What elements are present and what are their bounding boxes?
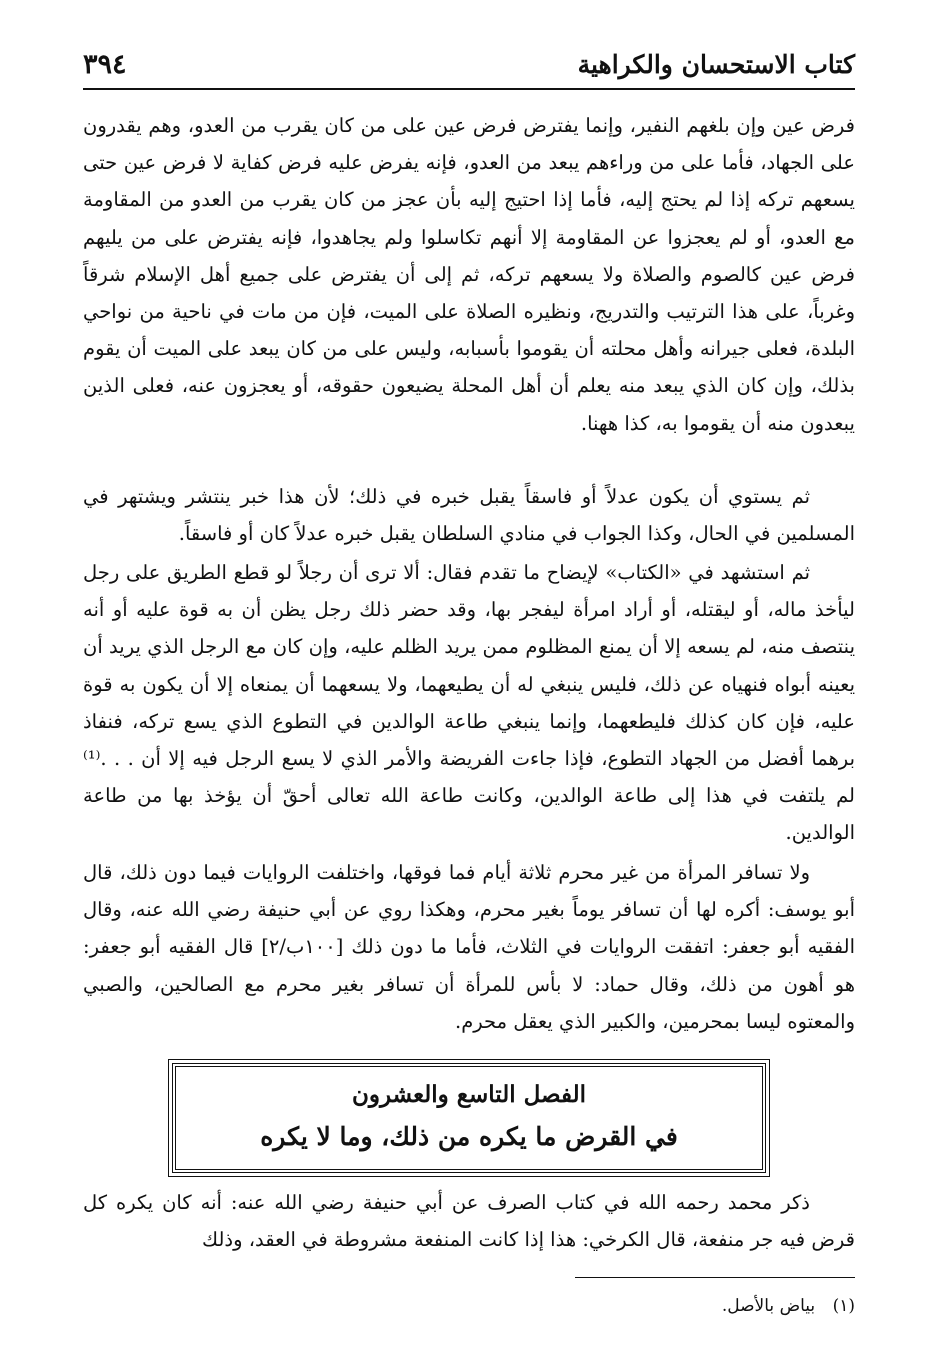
paragraph-3: ثم استشهد في «الكتاب» لإيضاح ما تقدم فقال: ألا ترى أن رجلاً لو قطع الطريق على رجل ليأخذ ماله، أو ليقتله، أو أراد امرأة ليفجر بها، وقد حضر ذلك رجل يظن أن به قوة عليه أو أنه ينتصف منه، لم يسعه إلا أن يمنع المظلوم ممن يريد الظلم عليه، وإن كان مع الرجل الذي يريد أن يعينه أبواه فنهياه عن ذلك، فليس ينبغي له أن يطيعهما، ولا يسعهما أن يمنعاه إلا أن يكون به قوة عليه، فإن كان كذلك فليطعهما، وإنما ينبغي طاعة الوالدين في التطوع الذي يسع تركه، فنفاذ برهما أفضل من الجهاد التطوع، فإذا جاءت الفريضة والأمر الذي لا يسع الرجل فيه إلا أن . . .⁽¹⁾ لم يلتفت في هذا إلى طاعة الوالدين، وكانت طاعة الله تعالى أحقّ أن يؤخذ بها من طاعة الوالدين. (83, 561, 855, 845)
paragraph-2: ثم يستوي أن يكون عدلاً أو فاسقاً يقبل خبره في ذلك؛ لأن هذا خبر ينتشر ويشتهر في المسلمين في الحال، وكذا الجواب في منادي السلطان يقبل خبره عدلاً كان أو فاسقاً. (83, 485, 855, 546)
paragraph-5: ذكر محمد رحمه الله في كتاب الصرف عن أبي حنيفة رضي الله عنه: أنه كان يكره كل قرض فيه جر منفعة، قال الكرخي: هذا إذا كانت المنفعة مشروطة في العقد، وذلك (83, 1191, 855, 1252)
page-header (83, 40, 855, 90)
book-title: كتاب الاستحسان والكراهية (577, 49, 855, 79)
paragraph-1: فرض عين وإن بلغهم النفير، وإنما يفترض فرض عين على من كان يقرب من العدو، وهم يقدرون على الجهاد، فأما على من وراءهم يبعد من العدو، فإنه يفرض عليه فرض كفاية لا فرض عين حتى يسعهم تركه إذا لم يحتج إليه، فأما إذا احتيج إليه بأن عجز من كان يقرب من العدو من المقاومة مع العدو، أو لم يعجزوا عن المقاومة إلا أنهم تكاسلوا ولم يجاهدوا، فإنه يفترض على من يليهم فرض عين كالصوم والصلاة ولا يسعهم تركه، ثم إلى أن يفترض على جميع أهل الإسلام شرقاً وغرباً، على هذا الترتيب والتدريج، ونظيره الصلاة على الميت، فإن من مات في ناحية من نواحي البلدة، فعلى جيرانه وأهل محلته أن يقوموا بأسبابه، وليس على من كان يبعد على الميت أن يقوم بذلك، وإن كان الذي يبعد منه يعلم أن أهل المحلة يضيعون حقوقه، أو يعجزون عنه، فعلى الذين يبعدون منه أن يقوموا به، كذا ههنا. (83, 114, 855, 435)
chapter-subtitle: في القرض ما يكره من ذلك، وما لا يكره (260, 1122, 678, 1151)
footnote-number: (١) (832, 1296, 855, 1316)
chapter-title: الفصل التاسع والعشرون (351, 1081, 587, 1108)
footnote-divider (575, 1277, 855, 1278)
footnote-text: بياض بالأصل. (721, 1296, 816, 1316)
footnote (83, 1292, 855, 1320)
chapter-heading-box (172, 1063, 766, 1173)
page-number: ٣٩٤ (83, 48, 127, 80)
paragraph-4: ولا تسافر المرأة من غير محرم ثلاثة أيام فما فوقها، واختلفت الروايات فيما دون ذلك، قال أبو يوسف: أكره لها أن تسافر يوماً بغير محرم، وهكذا روي عن أبي حنيفة رضي الله عنه، وقال الفقيه أبو جعفر: اتفقت الروايات في الثلاث، فأما ما دون ذلك [١٠٠ب/٢] قال الفقيه أبو جعفر: هو أهون من ذلك، وقال حماد: لا بأس للمرأة أن تسافر بغير محرم مع الصالحين، والصبي والمعتوه ليسا بمحرمين، والكبير الذي يعقل محرم. (83, 861, 856, 1033)
